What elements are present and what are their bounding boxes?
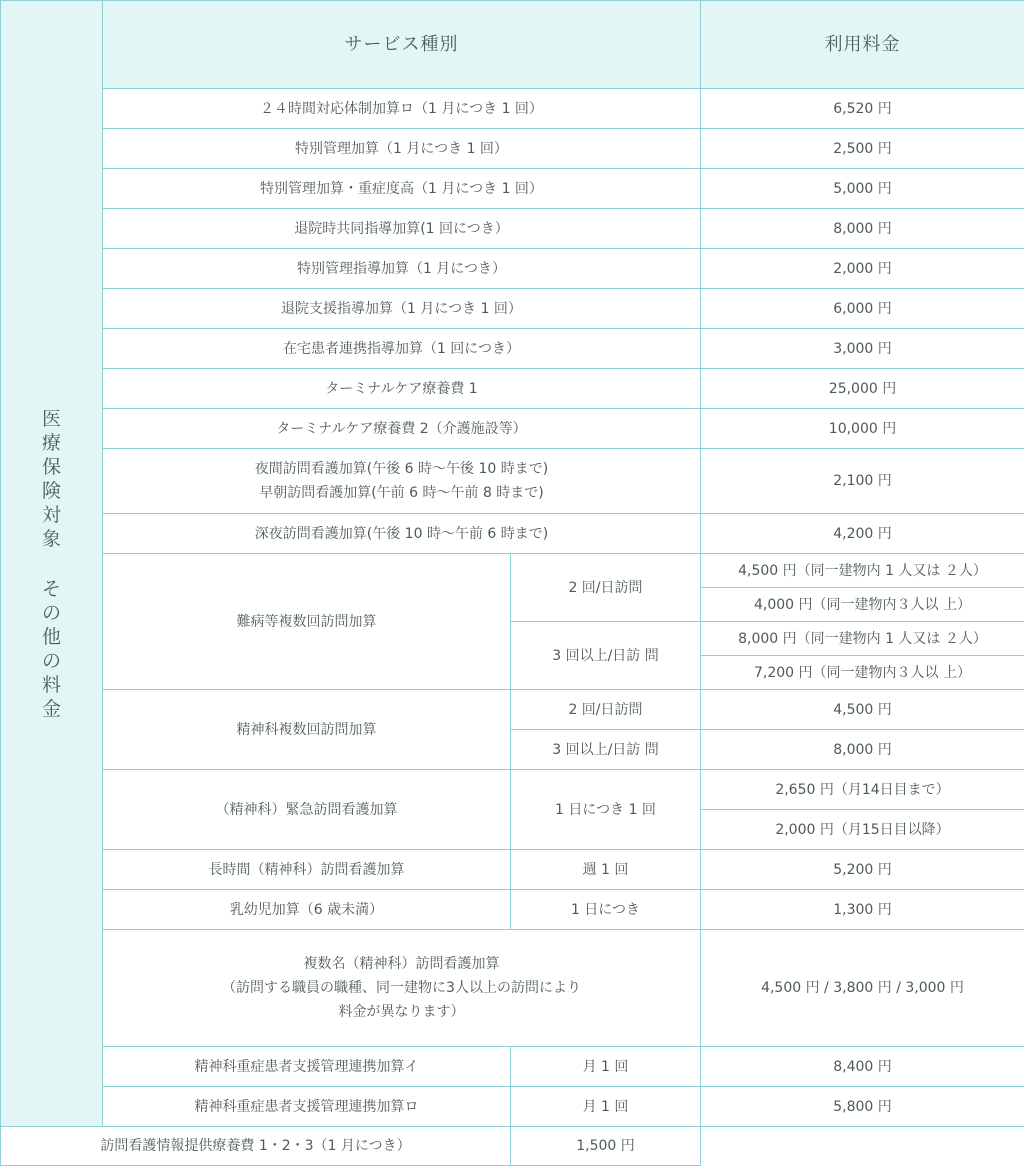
fee-value: 5,800 円	[701, 1087, 1024, 1127]
service-name: 特別管理指導加算（1 月につき）	[103, 249, 701, 289]
frequency: 月 1 回	[511, 1087, 701, 1127]
side-char: 医	[41, 407, 61, 430]
service-name: 乳幼児加算（6 歳未満）	[103, 890, 511, 930]
table-row	[1, 690, 1024, 730]
service-name: ２４時間対応体制加算ロ（1 月につき 1 回）	[103, 89, 701, 129]
fee-value: 10,000 円	[701, 409, 1024, 449]
fee-value: 1,300 円	[701, 890, 1024, 930]
service-name: 訪問看護情報提供療養費 1・2・3（1 月につき）	[1, 1127, 511, 1166]
fee-value: 7,200 円（同一建物内３人以 上）	[701, 656, 1024, 690]
service-line: 早朝訪問看護加算(午前 6 時～午前 8 時まで)	[259, 485, 544, 501]
service-name	[103, 449, 701, 514]
service-line: 夜間訪問看護加算(午後 6 時～午後 10 時まで)	[254, 461, 549, 477]
side-char: そ	[41, 577, 61, 600]
side-gap	[5, 551, 98, 577]
table-row	[1, 514, 1024, 554]
side-char: 療	[41, 431, 61, 454]
service-line: 料金が異なります）	[338, 1004, 465, 1020]
service-name: ターミナルケア療養費 2（介護施設等）	[103, 409, 701, 449]
service-name: 特別管理加算・重症度高（1 月につき 1 回）	[103, 169, 701, 209]
fee-value: 8,000 円	[701, 209, 1024, 249]
frequency: 週 1 回	[511, 850, 701, 890]
fee-value: 4,500 円（同一建物内 1 人又は ２人）	[701, 554, 1024, 588]
side-char: の	[41, 649, 61, 672]
table-row	[1, 169, 1024, 209]
table-row	[1, 890, 1024, 930]
service-name	[103, 930, 701, 1047]
service-name: 特別管理加算（1 月につき 1 回）	[103, 129, 701, 169]
fee-value: 3,000 円	[701, 329, 1024, 369]
side-char: の	[41, 601, 61, 624]
fee-value: 4,000 円（同一建物内３人以 上）	[701, 588, 1024, 622]
header-fee: 利用料金	[701, 1, 1024, 89]
category-side-label	[1, 1, 103, 1127]
fee-value: 2,000 円（月15日目以降）	[701, 810, 1024, 850]
table-row	[1, 209, 1024, 249]
side-char: 保	[41, 455, 61, 478]
service-name: （精神科）緊急訪問看護加算	[103, 770, 511, 850]
table-row	[1, 1047, 1024, 1087]
table-row	[1, 1087, 1024, 1127]
side-char: 象	[41, 527, 61, 550]
side-char: 対	[41, 503, 61, 526]
service-name: 精神科重症患者支援管理連携加算ロ	[103, 1087, 511, 1127]
fee-value: 2,000 円	[701, 249, 1024, 289]
fee-value: 2,100 円	[701, 449, 1024, 514]
table-row	[1, 89, 1024, 129]
frequency: 1 日につき	[511, 890, 701, 930]
frequency: 月 1 回	[511, 1047, 701, 1087]
fee-value: 4,500 円 / 3,800 円 / 3,000 円	[701, 930, 1024, 1047]
table-row	[1, 409, 1024, 449]
side-char: 険	[41, 479, 61, 502]
fee-value: 5,200 円	[701, 850, 1024, 890]
table-row	[1, 850, 1024, 890]
service-name: 深夜訪問看護加算(午後 10 時～午前 6 時まで)	[103, 514, 701, 554]
fee-value: 4,200 円	[701, 514, 1024, 554]
fee-value: 6,000 円	[701, 289, 1024, 329]
header-service-type: サービス種別	[103, 1, 701, 89]
fee-value: 8,000 円	[701, 730, 1024, 770]
frequency: 1 日につき 1 回	[511, 770, 701, 850]
fee-value: 6,520 円	[701, 89, 1024, 129]
service-name: 退院支援指導加算（1 月につき 1 回）	[103, 289, 701, 329]
fee-value: 8,400 円	[701, 1047, 1024, 1087]
table-row	[1, 129, 1024, 169]
table-row	[1, 930, 1024, 1047]
fee-value: 2,650 円（月14日目まで）	[701, 770, 1024, 810]
table-row	[1, 770, 1024, 810]
fee-value: 2,500 円	[701, 129, 1024, 169]
fee-value: 1,500 円	[511, 1127, 701, 1166]
frequency: 2 回/日訪問	[511, 554, 701, 622]
fee-value: 8,000 円（同一建物内 1 人又は ２人）	[701, 622, 1024, 656]
fee-value: 25,000 円	[701, 369, 1024, 409]
table-row	[1, 249, 1024, 289]
frequency: 2 回/日訪問	[511, 690, 701, 730]
service-name: 精神科複数回訪問加算	[103, 690, 511, 770]
service-name: 精神科重症患者支援管理連携加算イ	[103, 1047, 511, 1087]
service-name: 退院時共同指導加算(1 回につき）	[103, 209, 701, 249]
frequency: 3 回以上/日訪 問	[511, 730, 701, 770]
side-char: 金	[41, 697, 61, 720]
fee-value: 5,000 円	[701, 169, 1024, 209]
service-name: 難病等複数回訪問加算	[103, 554, 511, 690]
table-row	[1, 449, 1024, 514]
table-row	[1, 1127, 1024, 1166]
table-row	[1, 289, 1024, 329]
fee-value: 4,500 円	[701, 690, 1024, 730]
table-row	[1, 329, 1024, 369]
table-row	[1, 369, 1024, 409]
side-char: 他	[41, 625, 61, 648]
frequency: 3 回以上/日訪 問	[511, 622, 701, 690]
service-name: 長時間（精神科）訪問看護加算	[103, 850, 511, 890]
table-row	[1, 554, 1024, 588]
service-line: （訪問する職員の職種、同一建物に3人以上の訪問により	[222, 980, 581, 996]
side-char: 料	[41, 673, 61, 696]
service-name: 在宅患者連携指導加算（1 回につき）	[103, 329, 701, 369]
service-line: 複数名（精神科）訪問看護加算	[303, 956, 500, 972]
service-name: ターミナルケア療養費 1	[103, 369, 701, 409]
